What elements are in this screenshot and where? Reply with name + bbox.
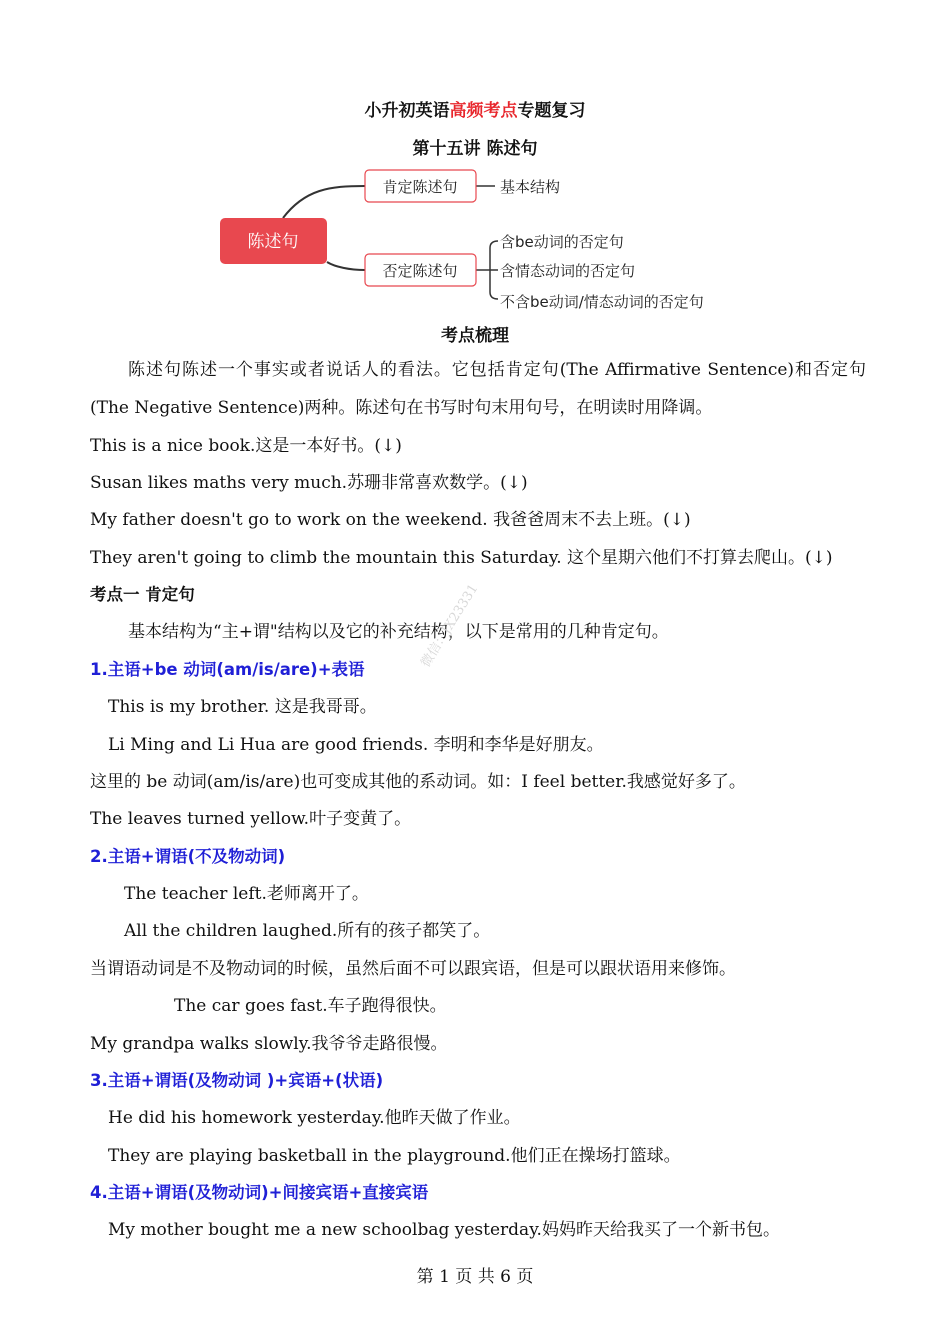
s1-example-3: The leaves turned yellow.叶子变黄了。 — [90, 809, 412, 829]
connector-negative — [327, 262, 365, 270]
s3-example-1: He did his homework yesterday.他昨天做了作业。 — [108, 1108, 521, 1128]
s3-example-2: They are playing basketball in the playground.他们正在操场打篮球。 — [108, 1146, 681, 1166]
s3-heading: 3.主语+谓语(及物动词 )+宾语+(状语) — [90, 1071, 384, 1090]
node-negative-label: 否定陈述句 — [382, 262, 458, 280]
node-neg-be: 含be动词的否定句 — [500, 233, 624, 251]
s2-example-2: All the children laughed.所有的孩子都笑了。 — [124, 921, 491, 941]
s2-example-3: The car goes fast.车子跑得很快。 — [174, 996, 447, 1016]
point1-heading: 考点一 肯定句 — [90, 585, 195, 604]
root-label: 陈述句 — [247, 232, 299, 252]
s1-example-1: This is my brother. 这是我哥哥。 — [108, 697, 377, 717]
intro-example-2: Susan likes maths very much.苏珊非常喜欢数学。(↓) — [90, 473, 528, 493]
s4-example-1: My mother bought me a new schoolbag yesterday.妈妈昨天给我买了一个新书包。 — [108, 1220, 780, 1240]
s2-note: 当谓语动词是不及物动词的时候，虽然后面不可以跟宾语，但是可以跟状语用来修饰。 — [90, 959, 736, 979]
node-basic-structure: 基本结构 — [500, 178, 561, 196]
connector-affirmative — [283, 186, 365, 218]
node-neg-other: 不含be动词/情态动词的否定句 — [500, 293, 704, 311]
intro-example-4: They aren't going to climb the mountain this Saturday. 这个星期六他们不打算去爬山。(↓) — [90, 548, 833, 568]
point1-description: 基本结构为“主+谓"结构以及它的补充结构，以下是常用的几种肯定句。 — [128, 622, 669, 642]
s1-heading: 1.主语+be 动词(am/is/are)+表语 — [90, 660, 365, 679]
intro-example-1: This is a nice book.这是一本好书。(↓) — [90, 436, 402, 456]
s2-example-4: My grandpa walks slowly.我爷爷走路很慢。 — [90, 1034, 448, 1054]
node-affirmative-label: 肯定陈述句 — [382, 178, 458, 196]
s4-heading: 4.主语+谓语(及物动词)+间接宾语+直接宾语 — [90, 1183, 429, 1202]
s2-example-1: The teacher left.老师离开了。 — [124, 884, 369, 904]
s2-heading: 2.主语+谓语(不及物动词) — [90, 847, 286, 866]
s1-example-2: Li Ming and Li Hua are good friends. 李明和李华是好朋友。 — [108, 735, 604, 755]
page-footer: 第 1 页 共 6 页 — [416, 1267, 534, 1287]
mind-map — [210, 164, 750, 314]
intro-example-3: My father doesn't go to work on the weekend. 我爸爸周末不去上班。(↓) — [90, 510, 691, 530]
intro-paragraph: 陈述句陈述一个事实或者说话人的看法。它包括肯定句(The Affirmative Sentence)和否定句(The Negative Sentence)两种。陈述句在书写时句末用句号，在明读时用降调。 — [90, 360, 866, 418]
node-neg-modal: 含情态动词的否定句 — [500, 262, 636, 280]
watermark: 微信：JX23331 — [418, 581, 482, 671]
section-title: 考点梳理 — [441, 326, 509, 346]
title-highlight: 高频考点 — [449, 101, 518, 121]
document-title: 小升初英语高频考点专题复习 — [364, 101, 586, 121]
s1-note: 这里的 be 动词(am/is/are)也可变成其他的系动词。如：I feel better.我感觉好多了。 — [90, 772, 746, 792]
lecture-title: 第十五讲 陈述句 — [412, 139, 538, 159]
